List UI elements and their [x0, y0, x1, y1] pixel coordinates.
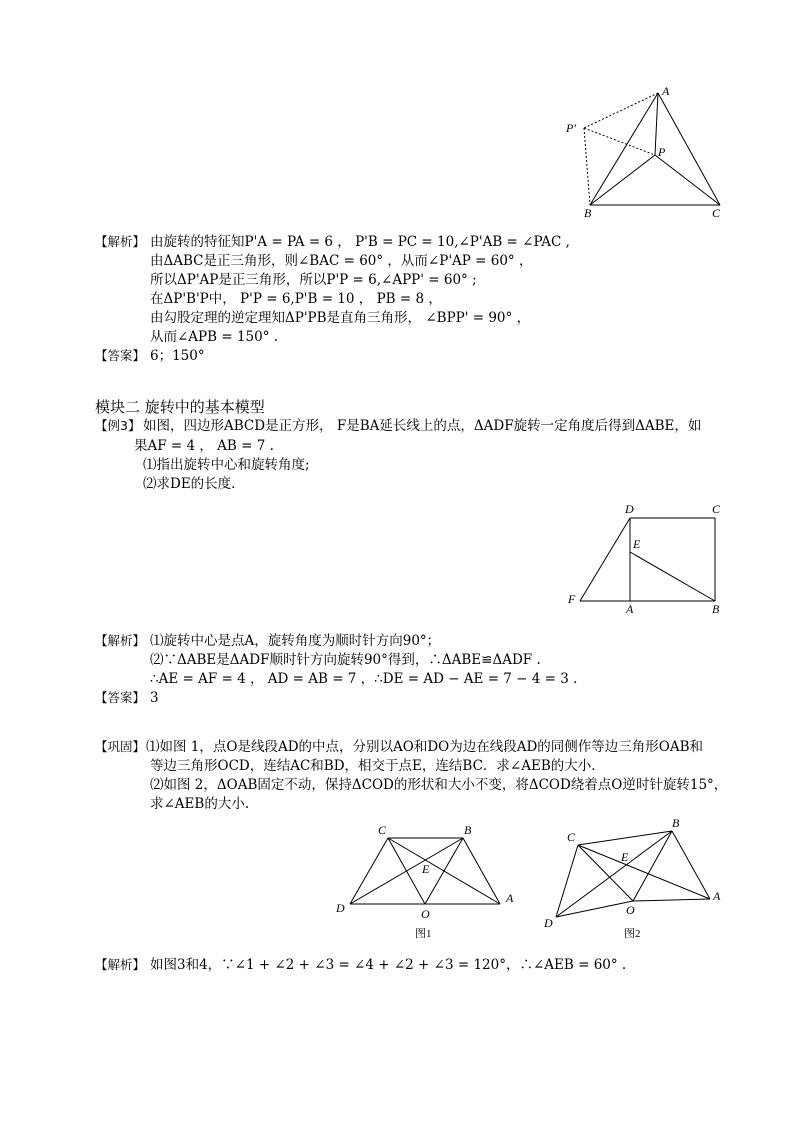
label-e: E: [422, 862, 430, 876]
segment-fd: [580, 518, 630, 601]
label-e: E: [633, 537, 641, 551]
caption-figure-2: 图2: [624, 928, 641, 940]
jiexi1-line-4: 在ΔP'B'P中， P'P = 6,P'B = 10 ， PB = 8 ，: [150, 291, 442, 307]
jiexi3-line-3: ∴AE = AF = 4 ， AD = AB = 7 ，∴DE = AD − AE = 7 − 4 = 3 .: [150, 671, 578, 687]
segment-ob: [633, 831, 672, 901]
label-d: D: [336, 901, 345, 915]
daan3-text: 3: [150, 690, 159, 706]
dashed-pp-p: [584, 128, 655, 155]
label-p-prime: P': [566, 121, 576, 135]
gonggu-line-3: ⑵如图 2，ΔOAB固定不动，保持ΔCOD的形状和大小不变，将ΔCOD绕着点O逆时针旋转15°，: [150, 777, 728, 793]
jiexi-tag-3: 【解析】: [95, 633, 146, 648]
label-o: O: [626, 903, 635, 917]
daan-tag-1: 【答案】: [95, 348, 146, 363]
label-a: A: [713, 889, 721, 903]
jiexi1-line-1: 由旋转的特征知P'A = PA = 6 ， P'B = PC = 10,∠P'AB = ∠PAC ,: [150, 234, 570, 250]
label-b: B: [584, 206, 592, 220]
daan-tag-3: 【答案】: [95, 690, 146, 705]
jiexi1-line-6: 从而∠APB = 150° .: [150, 329, 279, 345]
jiexi3-line-1: ⑴旋转中心是点A，旋转角度为顺时针方向90°；: [150, 633, 441, 649]
segment-dc: [350, 838, 388, 904]
figure-2-rotated: [540, 815, 730, 945]
jiexi-tag-4: 【解析】: [95, 957, 146, 972]
segment-pb: [590, 155, 655, 205]
dashed-pp-b: [584, 128, 590, 205]
figure-triangle-abc: [560, 85, 740, 225]
jiexi1-line-5: 由勾股定理的逆定理知ΔP'PB是直角三角形， ∠BPP' = 90° ，: [150, 310, 531, 326]
segment-ca: [578, 845, 710, 899]
segment-db: [350, 838, 463, 904]
label-o: O: [421, 907, 430, 921]
segment-ba: [672, 831, 710, 899]
segment-cb: [578, 831, 672, 845]
label-c: C: [378, 823, 387, 837]
figure-square-abcd: [565, 500, 735, 620]
example-3-line-2: 果AF = 4 ， AB = 7 .: [134, 438, 274, 454]
segment-oa: [633, 899, 710, 901]
segment-ba: [463, 838, 500, 904]
label-a: A: [506, 891, 514, 905]
segment-eb: [630, 552, 715, 601]
gonggu-line-4: 求∠AEB的大小.: [150, 796, 250, 812]
segment-dc: [556, 845, 578, 917]
gonggu-line-1: ⑴如图 1，点O是线段AD的中点，分别以AO和DO为边在线段AD的同侧作等边三角形OAB和: [146, 739, 704, 755]
label-c: C: [712, 502, 721, 516]
segment-ca: [388, 838, 500, 904]
label-p: P: [658, 145, 666, 159]
label-f: F: [568, 592, 576, 606]
jiexi-tag-1: 【解析】: [95, 234, 146, 249]
gonggu-line-2: 等边三角形OCD，连结AC和BD，相交于点E，连结BC．求∠AEB的大小.: [150, 758, 596, 774]
example-3-question-2: ⑵求DE的长度.: [143, 476, 236, 492]
daan1-text: 6；150°: [150, 348, 205, 364]
segment-ac: [658, 93, 720, 205]
example-3-line-1: 如图，四边形ABCD是正方形， F是BA延长线上的点，ΔADF旋转一定角度后得到ΔABE，如: [143, 418, 702, 434]
label-b: B: [464, 823, 472, 837]
jiexi1-line-3: 所以ΔP'AP是正三角形，所以P'P = 6,∠APP' = 60° ;: [150, 272, 477, 288]
label-b: B: [712, 602, 720, 616]
figure-1-trapezoid: [330, 820, 520, 945]
segment-ab: [590, 93, 658, 205]
label-c: C: [567, 830, 576, 844]
example-3-question-1: ⑴指出旋转中心和旋转角度;: [143, 457, 310, 473]
label-c: C: [712, 206, 721, 220]
label-a: A: [626, 602, 634, 616]
label-a: A: [662, 84, 670, 98]
example-3-tag: 【例3】: [95, 418, 141, 433]
module-heading: 模块二 旋转中的基本模型: [95, 398, 265, 416]
jiexi1-line-2: 由ΔABC是正三角形，则∠BAC = 60° ，从而∠P'AP = 60° ，: [150, 253, 533, 269]
segment-pc: [655, 155, 720, 205]
jiexi4-line-1: 如图3和4，∵∠1 + ∠2 + ∠3 = ∠4 + ∠2 + ∠3 = 120°，∴∠AEB = 60° .: [150, 957, 627, 973]
label-d: D: [544, 916, 553, 930]
label-d: D: [625, 502, 634, 516]
label-b: B: [672, 816, 680, 830]
label-e: E: [621, 850, 629, 864]
caption-figure-1: 图1: [415, 928, 432, 940]
jiexi3-line-2: ⑵∵ΔABE是ΔADF顺时针方向旋转90°得到，∴ΔABE≌ΔADF .: [150, 652, 541, 668]
gonggu-tag: 【巩固】: [95, 739, 146, 754]
